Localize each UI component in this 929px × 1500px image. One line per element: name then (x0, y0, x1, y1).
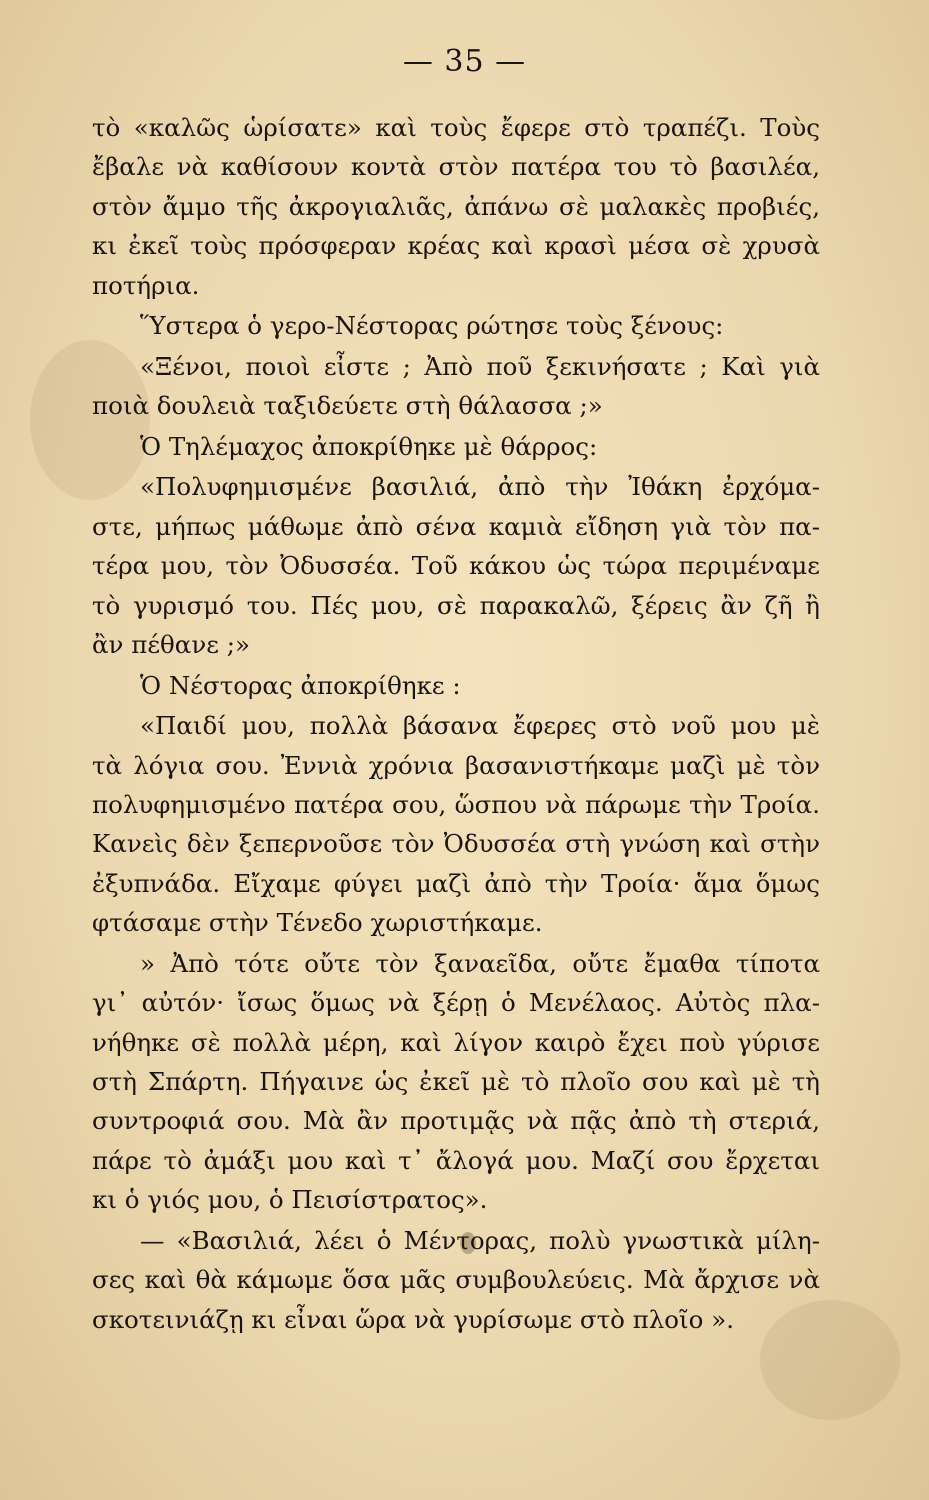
text-line: πολυφημισμένο πατέρα σου, ὥσπου νὰ πάρωμε τὴν Τροία. (92, 790, 820, 820)
text-line: ποιὰ δουλειὰ ταξιδεύετε στὴ θάλασσα ;» (92, 391, 603, 421)
page-text (92, 108, 820, 1340)
text-line: «Πολυφημισμένε βασιλιά, ἀπὸ τὴν Ἰθάκη ἐρχόμα- (140, 472, 820, 502)
paragraph (92, 306, 820, 345)
text-line: πάρε τὸ ἀμάξι μου καὶ τ᾽ ἄλογά μου. Μαζί σου ἔρχεται (92, 1145, 820, 1175)
paragraph (92, 706, 820, 942)
paragraph (92, 108, 820, 305)
text-line: τὸ «καλῶς ὡρίσατε» καὶ τοὺς ἔφερε στὸ τραπέζι. Τοὺς (92, 113, 820, 142)
text-line: Ὕστερα ὁ γερο-Νέστορας ρώτησε τοὺς ξένους: (140, 311, 724, 341)
text-line: — «Βασιλιά, λέει ὁ Μέντορας, πολὺ γνωστικὰ μίλη- (140, 1225, 820, 1255)
text-line: συντροφιά σου. Μὰ ἂν προτιμᾷς νὰ πᾷς ἀπὸ τὴ στεριά, (92, 1106, 820, 1136)
text-line: στε, μήπως μάθωμε ἀπὸ σένα καμιὰ εἴδηση γιὰ τὸν πα- (92, 511, 820, 541)
text-line: ποτήρια. (92, 270, 200, 300)
text-line: γι᾽ αὐτόν· ἴσως ὅμως νὰ ξέρῃ ὁ Μενέλαος. Αὐτὸς πλα- (92, 988, 820, 1018)
text-line: τέρα μου, τὸν Ὀδυσσέα. Τοῦ κάκου ὡς τώρα περιμέναμε (92, 551, 820, 581)
text-line: τὸ γυρισμό του. Πές μου, σὲ παρακαλῶ, ξέρεις ἂν ζῆ ἢ (92, 590, 820, 620)
paragraph (92, 666, 820, 705)
text-line: στὸν ἄμμο τῆς ἀκρογιαλιᾶς, ἀπάνω σὲ μαλακὲς προβιές, (92, 191, 820, 221)
text-line: ἔβαλε νὰ καθίσουν κοντὰ στὸν πατέρα του τὸ βασιλέα, (92, 152, 820, 182)
paragraph (92, 347, 820, 426)
text-line: ἐξυπνάδα. Εἴχαμε φύγει μαζὶ ἀπὸ τὴν Τροία· ἅμα ὅμως (92, 868, 820, 898)
paragraph (92, 944, 820, 1220)
text-line: σες καὶ θὰ κάμωμε ὅσα μᾶς συμβουλεύεις. Μὰ ἄρχισε νὰ (92, 1265, 820, 1295)
text-line: νήθηκε σὲ πολλὰ μέρη, καὶ λίγον καιρὸ ἔχει ποὺ γύρισε (92, 1027, 820, 1057)
text-line: κι ὁ γιός μου, ὁ Πεισίστρατος». (92, 1185, 488, 1215)
text-line: Ὁ Τηλέμαχος ἀποκρίθηκε μὲ θάρρος: (140, 431, 598, 461)
paragraph (92, 1221, 820, 1339)
paragraph (92, 467, 820, 664)
text-line: στὴ Σπάρτη. Πήγαινε ὡς ἐκεῖ μὲ τὸ πλοῖο σου καὶ μὲ τὴ (92, 1067, 820, 1097)
text-line: Κανεὶς δὲν ξεπερνοῦσε τὸν Ὀδυσσέα στὴ γνώση καὶ στὴν (92, 829, 820, 859)
text-line: φτάσαμε στὴν Τένεδο χωριστήκαμε. (92, 908, 543, 938)
text-line: ἂν πέθανε ;» (92, 630, 250, 660)
paragraph (92, 427, 820, 466)
text-line: σκοτεινιάζῃ κι εἶναι ὥρα νὰ γυρίσωμε στὸ πλοῖο ». (92, 1304, 734, 1334)
text-line: » Ἀπὸ τότε οὔτε τὸν ξαναεῖδα, οὔτε ἔμαθα τίποτα (140, 948, 820, 978)
text-line: «Ξένοι, ποιοὶ εἶστε ; Ἀπὸ ποῦ ξεκινήσατε ; Καὶ γιὰ (140, 351, 820, 381)
text-line: «Παιδί μου, πολλὰ βάσανα ἔφερες στὸ νοῦ μου μὲ (140, 711, 820, 741)
page-number: — 35 — (402, 44, 527, 79)
text-line: τὰ λόγια σου. Ἐννιὰ χρόνια βασανιστήκαμε μαζὶ μὲ τὸν (92, 750, 820, 780)
text-line: Ὁ Νέστορας ἀποκρίθηκε : (140, 670, 461, 700)
text-line: κι ἐκεῖ τοὺς πρόσφεραν κρέας καὶ κρασὶ μέσα σὲ χρυσὰ (92, 231, 820, 261)
